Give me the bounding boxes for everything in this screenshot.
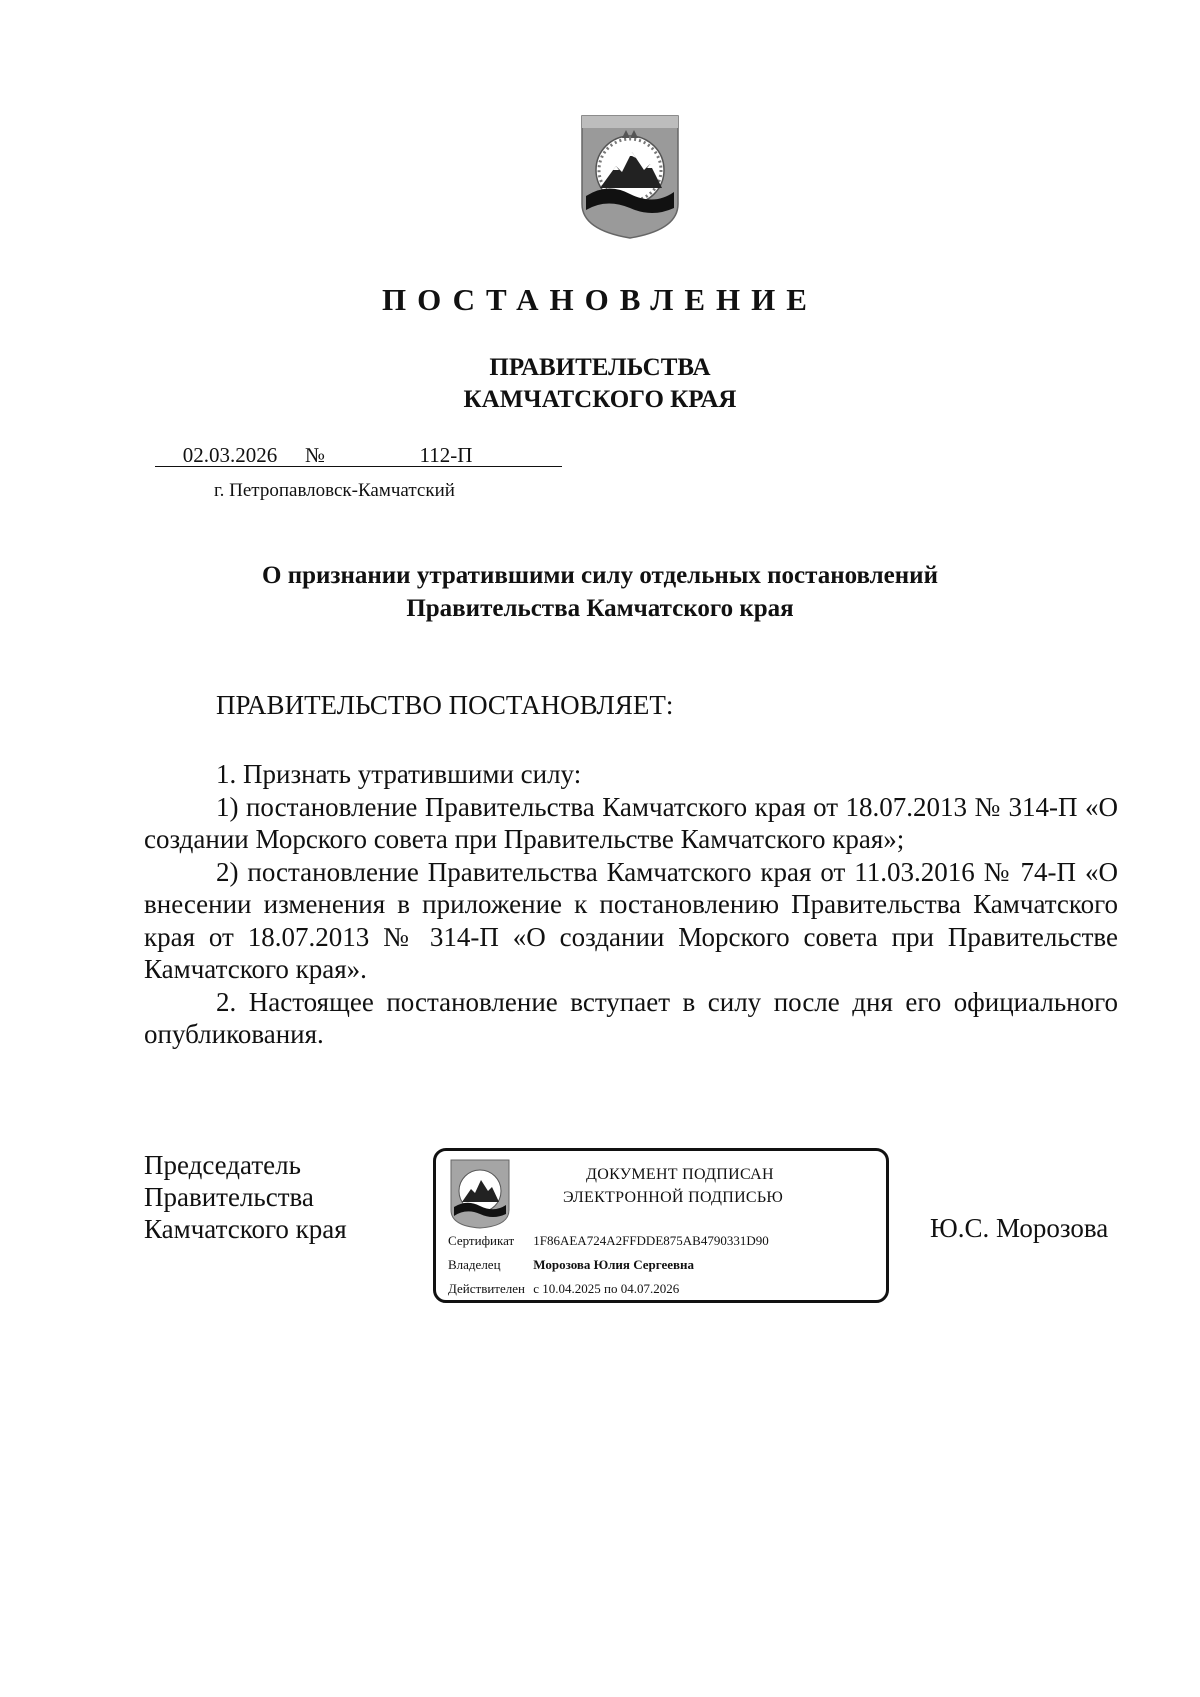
signatory-position: [144, 1149, 347, 1245]
paragraph: 2) постановление Правительства Камчатского края от 11.03.2016 № 74-П «О внесении изменения в приложение к постановлению Правительства Камчатского края от 18.07.2013 № 314-П «О создании Морского совета при Правительстве Камчатского края».: [144, 856, 1118, 984]
authority-line-1: ПРАВИТЕЛЬСТВА: [489, 354, 711, 381]
coat-of-arms-icon: [578, 112, 682, 240]
resolve-statement: ПРАВИТЕЛЬСТВО ПОСТАНОВЛЯЕТ:: [216, 690, 674, 720]
stamp-title-line-2: ЭЛЕКТРОННОЙ ПОДПИСЬЮ: [563, 1189, 784, 1206]
e-signature-stamp: [433, 1148, 889, 1303]
owner-label: Владелец: [448, 1257, 501, 1272]
paragraph: 1) постановление Правительства Камчатского края от 18.07.2013 № 314-П «О создании Морского совета при Правительстве Камчатского края»;: [144, 791, 1118, 854]
number-sign: №: [305, 444, 330, 467]
date-number-line: [155, 444, 562, 467]
subject-line-2: Правительства Камчатского края: [406, 595, 794, 622]
certificate-row: [448, 1233, 769, 1249]
paragraph: 2. Настоящее постановление вступает в силу после дня его официального опубликования.: [144, 986, 1118, 1049]
document-type: ПОСТАНОВЛЕНИЕ: [382, 282, 818, 317]
document-date: 02.03.2026: [155, 444, 305, 467]
paragraph: 1. Признать утратившими силу:: [216, 759, 582, 789]
certificate-label: Сертификат: [448, 1233, 515, 1248]
signatory-name: Ю.С. Морозова: [930, 1213, 1109, 1243]
position-line-2: Правительства: [144, 1182, 314, 1212]
certificate-value: 1F86AEA724A2FFDDE875AB4790331D90: [533, 1233, 769, 1248]
position-line-3: Камчатского края: [144, 1214, 347, 1244]
validity-value: с 10.04.2025 по 04.07.2026: [533, 1281, 680, 1296]
document-body: [144, 758, 1118, 1051]
stamp-title-line-1: ДОКУМЕНТ ПОДПИСАН: [586, 1166, 774, 1183]
validity-row: [448, 1281, 679, 1297]
owner-row: [448, 1257, 694, 1273]
validity-label: Действителен: [448, 1281, 525, 1296]
coat-of-arms-icon: [449, 1158, 511, 1230]
city: г. Петропавловск-Камчатский: [214, 480, 455, 501]
subject-line-1: О признании утратившими силу отдельных постановлений: [262, 562, 938, 589]
document-number: 112-П: [330, 444, 562, 467]
position-line-1: Председатель: [144, 1150, 301, 1180]
owner-value: Морозова Юлия Сергеевна: [533, 1257, 695, 1272]
authority-line-2: КАМЧАТСКОГО КРАЯ: [463, 386, 737, 413]
